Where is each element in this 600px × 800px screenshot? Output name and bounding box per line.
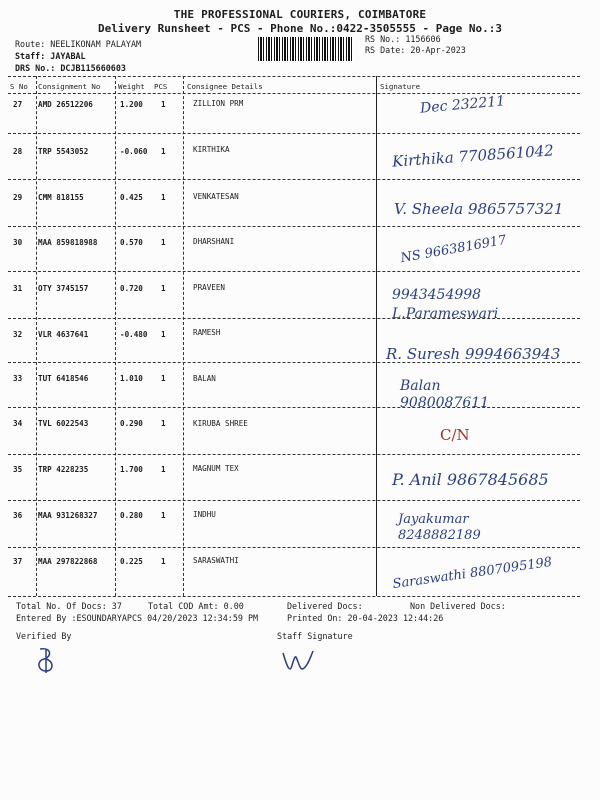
row-sno: 30 [13, 238, 23, 247]
row-signature: Jayakumar 8248882189 [398, 512, 481, 543]
row-weight: 1.700 [120, 465, 143, 474]
row-weight: 1.010 [120, 374, 143, 383]
total-docs: Total No. Of Docs: 37 [16, 601, 122, 611]
row-pcs: 1 [161, 193, 166, 202]
row-sno: 33 [13, 374, 23, 383]
row-pcs: 1 [161, 100, 166, 109]
row-weight: 0.720 [120, 284, 143, 293]
entered-by: Entered By :ESOUNDARYAPCS 04/20/2023 12:34:59 PM [16, 613, 259, 623]
row-consignment-no: OTY 3745157 [38, 284, 89, 293]
row-consignee: SARASWATHI [193, 556, 239, 565]
row-weight: 0.425 [120, 193, 143, 202]
verified-by-label: Verified By [16, 631, 72, 641]
col-header-sno: S No [10, 82, 28, 91]
row-weight: 0.570 [120, 238, 143, 247]
non-delivered-docs: Non Delivered Docs: [410, 601, 506, 611]
row-rule [8, 454, 580, 455]
row-sno: 34 [13, 419, 23, 428]
row-rule [8, 133, 580, 134]
row-consignment-no: CMM 818155 [38, 193, 84, 202]
row-signature: Kirthika 7708561042 [391, 141, 555, 171]
row-consignee: KIRUBA SHREE [193, 419, 248, 428]
row-consignment-no: MAA 859818988 [38, 238, 98, 247]
row-weight: 1.200 [120, 100, 143, 109]
staff-signature-label: Staff Signature [277, 631, 353, 641]
row-consignment-no: MAA 931268327 [38, 511, 98, 520]
row-pcs: 1 [161, 511, 166, 520]
row-signature: 9943454998 L.Parameswari [392, 287, 499, 322]
company-title: THE PROFESSIONAL COURIERS, COIMBATORE [173, 8, 427, 21]
row-signature: NS 9663816917 [399, 232, 508, 267]
row-signature: Balan 9080087611 [400, 378, 490, 411]
table-bottom-rule [8, 596, 580, 597]
row-consignee: VENKATESAN [193, 192, 239, 201]
rs-number: RS No.: 1156606 [365, 34, 441, 44]
row-pcs: 1 [161, 147, 166, 156]
route-label: Route: NEELIKONAM PALAYAM [15, 39, 142, 49]
col-divider [183, 76, 184, 596]
row-consignment-no: TRP 5543052 [38, 147, 89, 156]
row-rule [8, 547, 580, 548]
row-pcs: 1 [161, 238, 166, 247]
row-consignee: KIRTHIKA [193, 145, 230, 154]
row-signature: R. Suresh 9994663943 [386, 345, 561, 363]
row-weight: -0.480 [120, 330, 148, 339]
row-consignee: BALAN [193, 374, 216, 383]
row-consignment-no: AMD 26512206 [38, 100, 93, 109]
col-header-weight: Weight [118, 82, 145, 91]
row-signature: V. Sheela 9865757321 [394, 200, 564, 218]
row-rule [8, 271, 580, 272]
row-consignee: MAGNUM TEX [193, 464, 239, 473]
row-pcs: 1 [161, 374, 166, 383]
barcode-image [258, 37, 354, 61]
row-signature: P. Anil 9867845685 [392, 470, 549, 489]
staff-signature-mark [280, 645, 316, 675]
row-consignment-no: VLR 4637641 [38, 330, 89, 339]
col-header-consignee: Consignee Details [187, 82, 263, 91]
col-divider [36, 76, 37, 596]
row-pcs: 1 [161, 557, 166, 566]
row-signature: Dec 232211 [419, 93, 506, 117]
row-consignee: PRAVEEN [193, 283, 226, 292]
rs-date: RS Date: 20-Apr-2023 [365, 45, 466, 55]
row-rule [8, 179, 580, 180]
total-cod-amount: Total COD Amt: 0.00 [148, 601, 244, 611]
row-pcs: 1 [161, 419, 166, 428]
row-consignment-no: TVL 6022543 [38, 419, 89, 428]
row-signature: C/N [440, 426, 470, 444]
row-weight: -0.060 [120, 147, 148, 156]
row-sno: 27 [13, 100, 23, 109]
table-top-rule [8, 76, 580, 77]
row-consignment-no: TRP 4228235 [38, 465, 89, 474]
row-sno: 31 [13, 284, 23, 293]
col-header-signature: Signature [380, 82, 421, 91]
row-pcs: 1 [161, 330, 166, 339]
row-sno: 29 [13, 193, 23, 202]
row-weight: 0.225 [120, 557, 143, 566]
col-divider [115, 76, 116, 596]
delivered-docs: Delivered Docs: [287, 601, 363, 611]
row-weight: 0.290 [120, 419, 143, 428]
runsheet-subtitle: Delivery Runsheet - PCS - Phone No.:0422-3505555 - Page No.:3 [98, 22, 502, 35]
row-sno: 37 [13, 557, 23, 566]
row-rule [8, 500, 580, 501]
row-sno: 28 [13, 147, 23, 156]
row-pcs: 1 [161, 284, 166, 293]
printed-on: Printed On: 20-04-2023 12:44:26 [287, 613, 444, 623]
col-header-consignment: Consignment No [38, 82, 101, 91]
row-signature: Saraswathi 8807095198 [391, 554, 554, 593]
verifier-signature-mark [34, 645, 58, 675]
drs-number: DRS No.: DCJB115660603 [15, 63, 126, 73]
row-consignee: DHARSHANI [193, 237, 235, 246]
col-header-pcs: PCS [154, 82, 168, 91]
row-consignee: INDHU [193, 510, 216, 519]
row-consignee: ZILLION PRM [193, 99, 244, 108]
row-rule [8, 226, 580, 227]
row-consignment-no: MAA 297822868 [38, 557, 98, 566]
row-consignment-no: TUT 6418546 [38, 374, 89, 383]
row-sno: 32 [13, 330, 23, 339]
row-sno: 36 [13, 511, 23, 520]
row-weight: 0.280 [120, 511, 143, 520]
staff-label: Staff: JAYABAL [15, 51, 86, 61]
row-pcs: 1 [161, 465, 166, 474]
row-sno: 35 [13, 465, 23, 474]
col-divider [376, 76, 377, 596]
row-consignee: RAMESH [193, 328, 221, 337]
